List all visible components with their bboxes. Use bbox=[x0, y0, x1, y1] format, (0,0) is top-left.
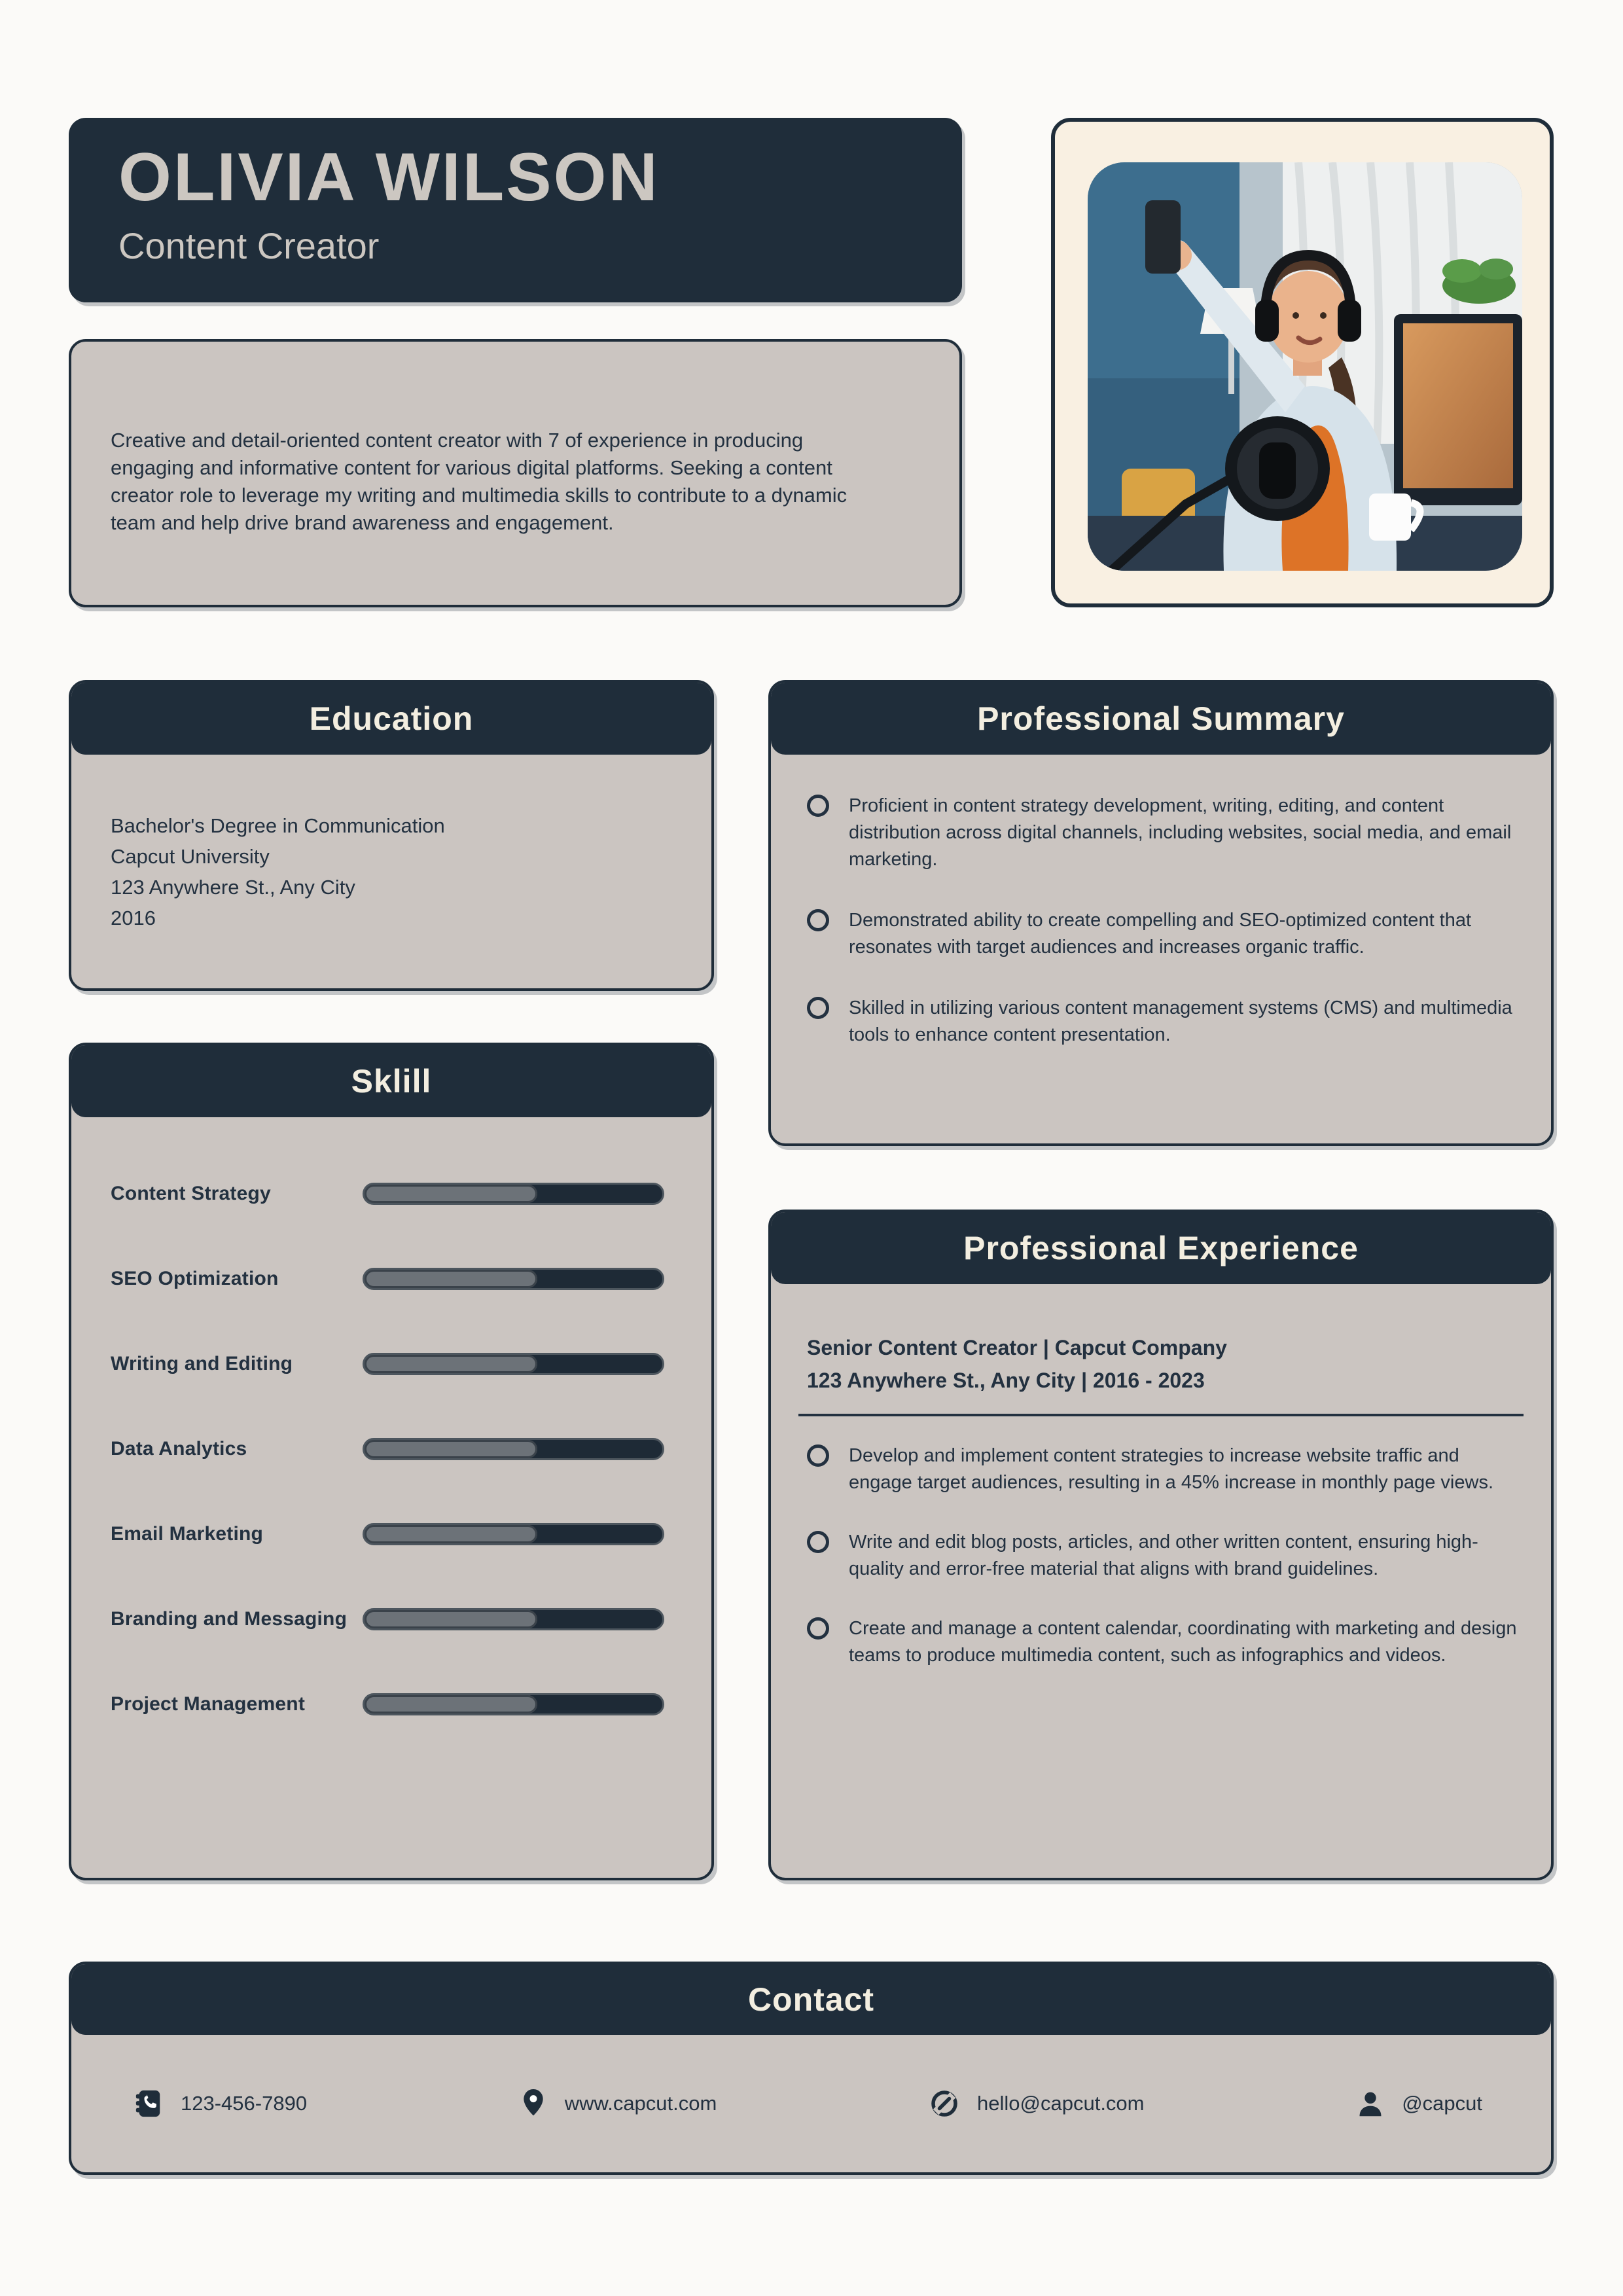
skill-progress-fill bbox=[365, 1440, 537, 1458]
contact-heading: Contact bbox=[71, 1964, 1551, 2035]
contact-phone-text[interactable]: 123-456-7890 bbox=[181, 2092, 308, 2115]
education-year: 2016 bbox=[111, 906, 156, 929]
bullet-circle-icon bbox=[807, 997, 829, 1019]
bullet-circle-icon bbox=[807, 1617, 829, 1640]
professional-summary-panel bbox=[768, 680, 1554, 1146]
skill-row bbox=[111, 1407, 664, 1492]
person-name: OLIVIA WILSON bbox=[118, 139, 660, 215]
skill-label: Project Management bbox=[111, 1693, 306, 1715]
skill-label: Content Strategy bbox=[111, 1183, 271, 1204]
skill-label: Data Analytics bbox=[111, 1438, 247, 1460]
professional-summary-list bbox=[771, 755, 1551, 1049]
skill-label: Writing and Editing bbox=[111, 1353, 293, 1374]
contact-email bbox=[929, 2088, 1144, 2119]
skills-list bbox=[71, 1117, 711, 1747]
education-heading: Education bbox=[71, 683, 711, 755]
skills-panel bbox=[69, 1043, 714, 1880]
skill-progress-bar bbox=[363, 1183, 664, 1205]
bullet-circle-icon bbox=[807, 909, 829, 931]
contact-panel bbox=[69, 1962, 1554, 2175]
contact-items bbox=[71, 2035, 1551, 2172]
education-degree: Bachelor's Degree in Communication bbox=[111, 814, 445, 837]
education-address: 123 Anywhere St., Any City bbox=[111, 876, 355, 899]
skill-progress-bar bbox=[363, 1268, 664, 1290]
summary-bullet-text: Proficient in content strategy development, writing, editing, and content distribution across digital channels, including websites, social media, and email marketing. bbox=[849, 795, 1512, 870]
skill-progress-bar bbox=[363, 1608, 664, 1630]
professional-summary-heading: Professional Summary bbox=[771, 683, 1551, 755]
experience-bullet-text: Write and edit blog posts, articles, and other written content, ensuring high-quality and error-free material that aligns with brand guidelines. bbox=[849, 1532, 1478, 1579]
professional-experience-panel bbox=[768, 1210, 1554, 1880]
education-school: Capcut University bbox=[111, 845, 270, 868]
skills-heading: Sklill bbox=[71, 1045, 711, 1117]
skill-progress-fill bbox=[365, 1525, 537, 1543]
summary-bullet-item bbox=[771, 793, 1551, 873]
summary-bullet-text: Skilled in utilizing various content management systems (CMS) and multimedia tools to enhance content presentation. bbox=[849, 997, 1512, 1045]
experience-bullet-item bbox=[771, 1529, 1551, 1583]
skill-row bbox=[111, 1492, 664, 1577]
skill-progress-bar bbox=[363, 1353, 664, 1375]
contact-phone bbox=[134, 2089, 307, 2119]
contact-email-text[interactable]: hello@capcut.com bbox=[977, 2092, 1145, 2115]
education-panel bbox=[69, 680, 714, 991]
contact-website bbox=[519, 2087, 717, 2120]
skill-label: Email Marketing bbox=[111, 1523, 264, 1545]
skill-progress-fill bbox=[365, 1610, 537, 1628]
skill-row bbox=[111, 1577, 664, 1662]
experience-bullet-item bbox=[771, 1615, 1551, 1669]
experience-bullet-text: Develop and implement content strategies to increase website traffic and engage target audiences, resulting in a 45% increase in monthly page views. bbox=[849, 1445, 1493, 1493]
experience-bullet-text: Create and manage a content calendar, coordinating with marketing and design teams to produce multimedia content, such as infographics and videos. bbox=[849, 1618, 1517, 1666]
skill-progress-fill bbox=[365, 1185, 537, 1203]
contact-website-text[interactable]: www.capcut.com bbox=[564, 2092, 717, 2115]
skill-row bbox=[111, 1151, 664, 1236]
education-details bbox=[71, 755, 711, 933]
summary-bullet-text: Demonstrated ability to create compelling and SEO-optimized content that resonates with target audiences and increases organic traffic. bbox=[849, 910, 1472, 958]
skill-row bbox=[111, 1662, 664, 1747]
profile-photo-frame bbox=[1051, 118, 1554, 607]
bullet-circle-icon bbox=[807, 795, 829, 817]
skill-progress-fill bbox=[365, 1695, 537, 1713]
skill-row bbox=[111, 1321, 664, 1407]
bullet-circle-icon bbox=[807, 1531, 829, 1553]
profile-photo-illustration bbox=[1088, 162, 1522, 571]
skill-progress-bar bbox=[363, 1523, 664, 1545]
name-header-panel bbox=[69, 118, 962, 302]
skill-progress-fill bbox=[365, 1270, 537, 1288]
skill-progress-bar bbox=[363, 1693, 664, 1715]
experience-role-and-company: Senior Content Creator | Capcut Company bbox=[807, 1336, 1227, 1359]
user-icon bbox=[1356, 2089, 1385, 2118]
contact-social-text[interactable]: @capcut bbox=[1402, 2092, 1482, 2115]
contact-social-handle bbox=[1356, 2089, 1482, 2118]
profile-photo bbox=[1088, 162, 1522, 571]
experience-location-and-dates: 123 Anywhere St., Any City | 2016 - 2023 bbox=[807, 1369, 1205, 1392]
skill-row bbox=[111, 1236, 664, 1321]
about-summary-text: Creative and detail-oriented content creator with 7 of experience in producing engaging and informative content for various digital platforms. Seeking a content creator role to leverage my writing and multimedia skills to contribute to a dynamic team and help drive brand awareness and engagement. bbox=[111, 429, 847, 534]
skill-label: SEO Optimization bbox=[111, 1268, 279, 1289]
summary-bullet-item bbox=[771, 995, 1551, 1049]
phone-icon bbox=[134, 2089, 164, 2119]
experience-divider bbox=[798, 1414, 1524, 1416]
experience-bullet-list bbox=[771, 1443, 1551, 1669]
person-job-title: Content Creator bbox=[118, 225, 380, 266]
skill-label: Branding and Messaging bbox=[111, 1608, 348, 1630]
experience-details bbox=[771, 1284, 1551, 1669]
link-icon bbox=[929, 2088, 960, 2119]
summary-bullet-item bbox=[771, 907, 1551, 961]
experience-bullet-item bbox=[771, 1443, 1551, 1496]
professional-experience-heading: Professional Experience bbox=[771, 1212, 1551, 1284]
bullet-circle-icon bbox=[807, 1444, 829, 1467]
skill-progress-bar bbox=[363, 1438, 664, 1460]
location-icon bbox=[519, 2087, 548, 2120]
skill-progress-fill bbox=[365, 1355, 537, 1373]
about-summary-panel bbox=[69, 339, 962, 607]
